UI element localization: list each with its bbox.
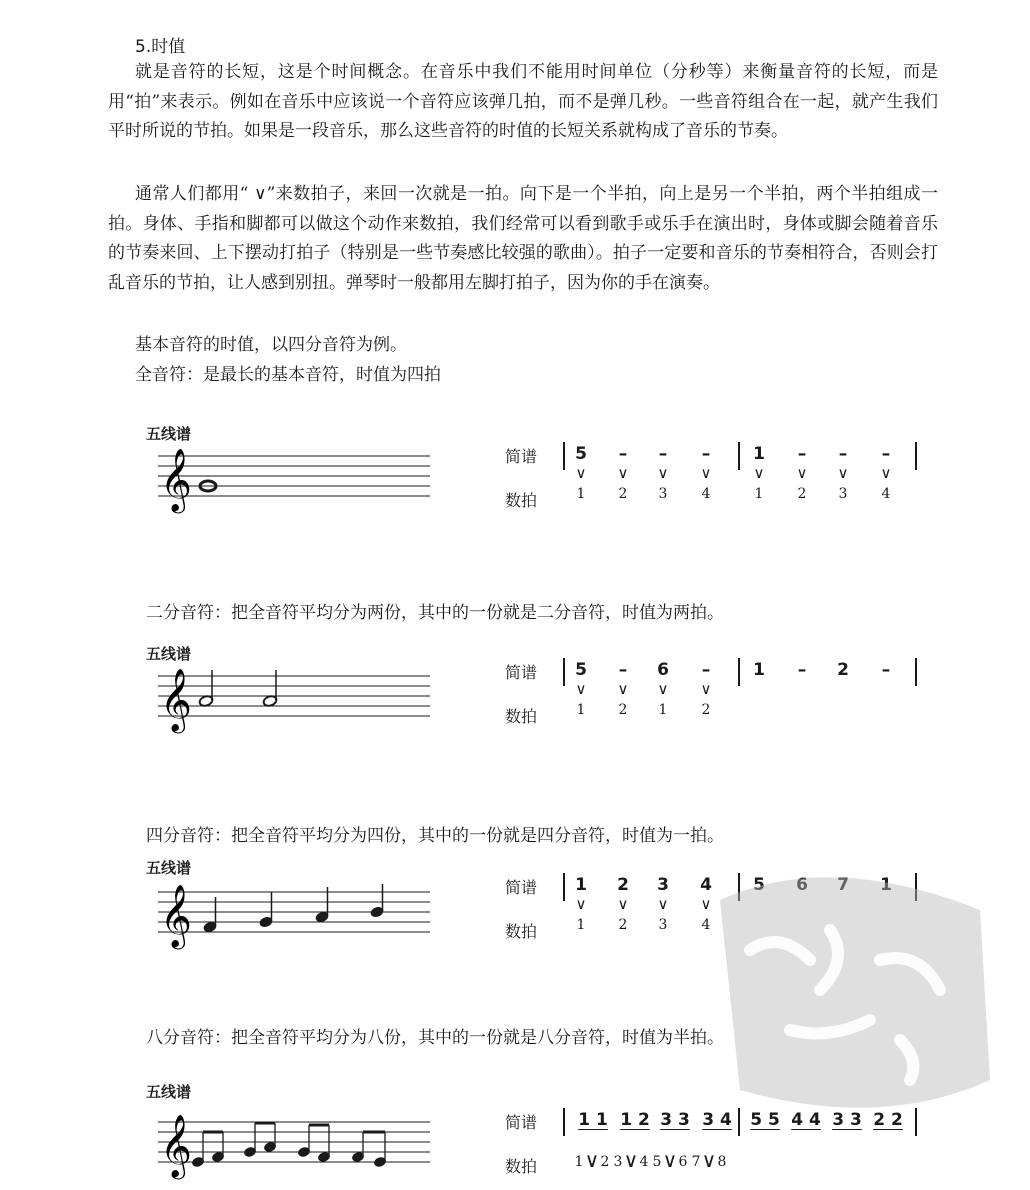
beat-number: 1 xyxy=(658,702,668,718)
intro-line-whole-note: 全音符：是最长的基本音符，时值为四拍 xyxy=(135,365,441,385)
beat-check-icon: ∨ xyxy=(700,895,712,913)
staff-label: 五线谱 xyxy=(146,645,192,663)
bar-line xyxy=(915,442,917,470)
beat-number: 4 xyxy=(639,1154,649,1170)
beat-number: 3 xyxy=(658,486,668,502)
beat-check-icon: ∨ xyxy=(837,464,849,482)
beat-check-icon: ∨ xyxy=(657,895,669,913)
jianpu-note: – xyxy=(701,444,711,464)
beat-number: 6 xyxy=(678,1154,688,1170)
eighth-note-pair xyxy=(297,1125,330,1163)
jianpu-note: 1 xyxy=(753,660,765,680)
caption-eighth-note: 八分音符：把全音符平均分为八份，其中的一份就是八分音符，时值为半拍。 xyxy=(146,1028,724,1048)
staff-quarter-notes xyxy=(158,884,433,950)
jianpu-note: – xyxy=(618,660,628,680)
jianpu-note: 2 xyxy=(837,660,849,680)
jianpu-half-notes xyxy=(505,660,935,740)
jianpu-whole-note xyxy=(505,444,935,524)
quarter-note xyxy=(370,884,384,918)
beat-check-icon: ∨ xyxy=(617,464,629,482)
jianpu-note: – xyxy=(881,444,891,464)
jianpu-note: 4 xyxy=(700,875,712,895)
beat-number: 2 xyxy=(618,702,628,718)
staff-eighth-notes xyxy=(158,1110,433,1180)
paragraph-duration-definition: 就是音符的长短，这是个时间概念。在音乐中我们不能用时间单位（分秒等）来衡量音符的长短，而是用“拍”来表示。例如在音乐中应该说一个音符应该弹几拍，而不是弹几秒。一些音符组合在一起，就产生我们平时所说的节拍。如果是一段音乐，那么这些音符的时值的长短关系就构成了音乐的节奏。 xyxy=(108,62,938,141)
beat-number: 1 xyxy=(754,486,764,502)
treble-clef-icon: 𝄞 xyxy=(160,668,192,731)
beat-number: 2 xyxy=(701,702,711,718)
beat-label: 数拍 xyxy=(505,707,538,726)
paragraph-beat-counting: 通常人们都用“ ∨”来数拍子，来回一次就是一拍。向下是一个半拍，向上是另一个半拍，两个半拍组成一拍。身体、手指和脚都可以做这个动作来数拍，我们经常可以看到歌手或乐手在演出时，身体或脚会随着音乐的节奏来回、上下摆动打拍子（特别是一些节奏感比较强的歌曲）。拍子一定要和音乐的节奏相符合，否则会打乱音乐的节拍，让人感到别扭。弹琴时一般都用左脚打拍子，因为你的手在演奏。 xyxy=(108,184,938,293)
beat-check-icon: ∨ xyxy=(701,1148,717,1172)
bar-line xyxy=(563,873,565,901)
jianpu-note: – xyxy=(797,660,807,680)
staff-label: 五线谱 xyxy=(146,425,192,443)
jianpu-label: 简谱 xyxy=(505,663,538,682)
jianpu-note-pair: 1 1 xyxy=(578,1110,608,1130)
bar-line xyxy=(563,1108,565,1136)
beat-number: 2 xyxy=(618,486,628,502)
jianpu-note: – xyxy=(881,660,891,680)
bar-line xyxy=(738,442,740,470)
beat-check-icon: ∨ xyxy=(700,680,712,698)
beat-number: 4 xyxy=(701,486,711,502)
beat-number: 5 xyxy=(652,1154,662,1170)
jianpu-note: 5 xyxy=(575,444,587,464)
beat-check-icon: ∨ xyxy=(575,895,587,913)
jianpu-label: 简谱 xyxy=(505,878,538,897)
bar-line xyxy=(738,658,740,686)
beat-number: 3 xyxy=(613,1154,623,1170)
jianpu-note: 1 xyxy=(753,444,765,464)
beat-check-icon: ∨ xyxy=(657,680,669,698)
beat-label: 数拍 xyxy=(505,922,538,941)
treble-clef-icon: 𝄞 xyxy=(160,448,192,511)
beat-check-icon: ∨ xyxy=(575,464,587,482)
intro-line-basic: 基本音符的时值，以四分音符为例。 xyxy=(135,335,407,355)
beat-number: 3 xyxy=(658,917,668,933)
beat-number: 3 xyxy=(838,486,848,502)
jianpu-label: 简谱 xyxy=(505,1113,538,1132)
beat-check-icon: ∨ xyxy=(623,1148,639,1172)
beat-number: 4 xyxy=(701,917,711,933)
quarter-note xyxy=(259,892,273,928)
jianpu-note-pair: 3 3 xyxy=(832,1110,862,1130)
bar-line xyxy=(915,658,917,686)
treble-clef-icon: 𝄞 xyxy=(160,884,192,947)
section-title: 5.时值 xyxy=(135,37,186,57)
jianpu-note: 1 xyxy=(575,875,587,895)
jianpu-note: – xyxy=(658,444,668,464)
bar-line xyxy=(563,442,565,470)
jianpu-note: 1 xyxy=(880,875,892,895)
jianpu-label: 简谱 xyxy=(505,447,538,466)
bar-line xyxy=(563,658,565,686)
watermark-stamp-icon xyxy=(680,840,1010,1140)
jianpu-note: 3 xyxy=(657,875,669,895)
treble-clef-icon: 𝄞 xyxy=(160,1114,192,1177)
beat-check-icon: ∨ xyxy=(700,464,712,482)
beat-label: 数拍 xyxy=(505,491,538,510)
staff-half-notes xyxy=(158,668,433,734)
caption-half-note: 二分音符：把全音符平均分为两份，其中的一份就是二分音符，时值为两拍。 xyxy=(146,603,724,623)
beat-check-icon: ∨ xyxy=(657,464,669,482)
beat-number: 1 xyxy=(576,702,586,718)
beat-check-icon: ∨ xyxy=(617,680,629,698)
beat-number: 2 xyxy=(797,486,807,502)
beat-check-icon: ∨ xyxy=(617,895,629,913)
jianpu-note-pair: 2 2 xyxy=(873,1110,903,1130)
jianpu-note: – xyxy=(701,660,711,680)
beat-number: 2 xyxy=(618,917,628,933)
jianpu-note-pair: 3 4 xyxy=(702,1110,732,1130)
jianpu-note: – xyxy=(618,444,628,464)
beat-number: 2 xyxy=(600,1154,610,1170)
staff-whole-note xyxy=(158,448,433,514)
staff-label: 五线谱 xyxy=(146,1083,192,1101)
beat-number: 1 xyxy=(574,1154,584,1170)
beat-number: 7 xyxy=(691,1154,701,1170)
jianpu-note: 5 xyxy=(575,660,587,680)
beat-check-icon: ∨ xyxy=(575,680,587,698)
beat-label: 数拍 xyxy=(505,1157,538,1176)
jianpu-note: – xyxy=(797,444,807,464)
staff-label: 五线谱 xyxy=(146,859,192,877)
jianpu-note: – xyxy=(838,444,848,464)
jianpu-note-pair: 4 4 xyxy=(791,1110,821,1130)
beat-check-icon: ∨ xyxy=(584,1148,600,1172)
beat-check-icon: ∨ xyxy=(880,464,892,482)
caption-quarter-note: 四分音符：把全音符平均分为四份，其中的一份就是四分音符，时值为一拍。 xyxy=(146,826,724,846)
beat-number: 1 xyxy=(576,917,586,933)
jianpu-note-pair: 3 3 xyxy=(660,1110,690,1130)
beat-number: 1 xyxy=(576,486,586,502)
jianpu-note: 6 xyxy=(796,875,808,895)
jianpu-note: 5 xyxy=(753,875,765,895)
beat-number: 4 xyxy=(881,486,891,502)
beat-check-icon: ∨ xyxy=(796,464,808,482)
jianpu-note-pair: 1 2 xyxy=(620,1110,650,1130)
jianpu-note-pair: 5 5 xyxy=(750,1110,780,1130)
beat-number: 8 xyxy=(717,1154,727,1170)
beat-check-icon: ∨ xyxy=(753,464,765,482)
jianpu-note: 7 xyxy=(837,875,849,895)
beat-check-icon: ∨ xyxy=(662,1148,678,1172)
jianpu-note: 6 xyxy=(657,660,669,680)
jianpu-note: 2 xyxy=(617,875,629,895)
